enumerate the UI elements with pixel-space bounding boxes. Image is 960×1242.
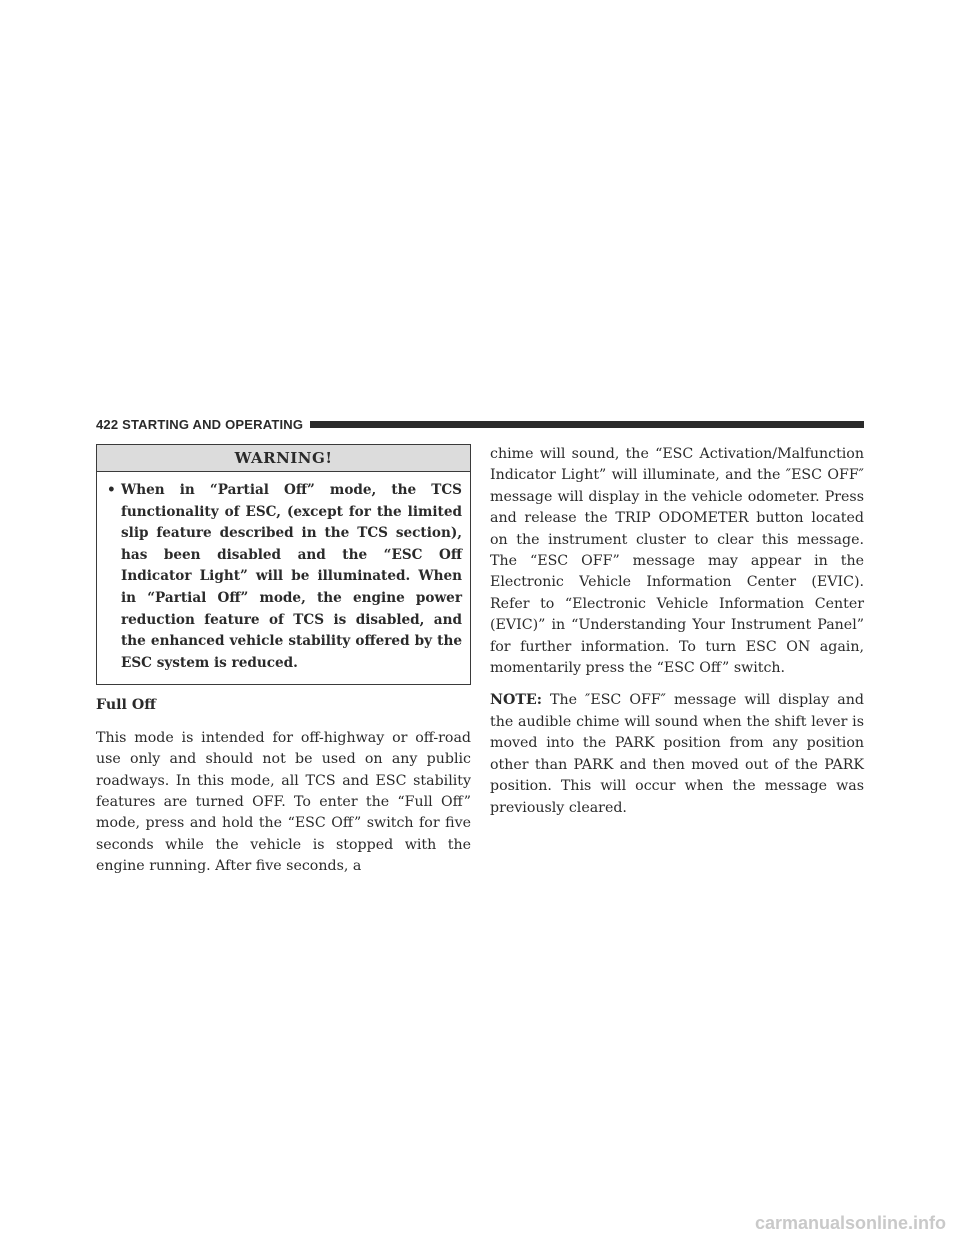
right-column <box>490 444 864 819</box>
section-title: 422 STARTING AND OPERATING <box>96 416 311 434</box>
full-off-heading: Full Off <box>96 697 156 714</box>
note-paragraph <box>490 690 864 818</box>
header-rule <box>310 421 864 428</box>
left-column <box>96 444 471 878</box>
note-label: NOTE: <box>490 692 542 709</box>
watermark: carmanualsonline.info <box>754 1213 946 1233</box>
note-text: The ″ESC OFF″ message will display and the audible chime will sound when the shift lever is moved into the PARK position from any position other than PARK and then moved out of the PARK position. This will occur when the message was previously cleared. <box>490 692 864 816</box>
full-off-paragraph: This mode is intended for off-highway or off-road use only and should not be used on any public roadways. In this mode, all TCS and ESC stability features are turned OFF. To enter the “Full Off” mode, press and hold the “ESC Off” switch for five seconds while the vehicle is stopped with the engine running. After five seconds, a <box>96 729 471 875</box>
warning-text: When in “Partial Off” mode, the TCS functionality of ESC, (except for the limited slip feature described in the TCS section), has been disabled and the “ESC Off Indicator Light” will be illuminated. When in “Partial Off” mode, the engine power reduction feature of TCS is disabled, and the enhanced vehicle stability offered by the ESC system is reduced. <box>121 482 462 671</box>
bullet-icon: • <box>107 482 116 498</box>
warning-title: WARNING! <box>97 445 470 472</box>
warning-box <box>96 444 471 685</box>
page-header <box>96 416 864 434</box>
continuation-paragraph: chime will sound, the “ESC Activation/Malfunction Indicator Light” will illuminate, and the ″ESC OFF″ message will display in the vehicle odometer. Press and release the TRIP ODOMETER button located on the instrument cluster to clear this message. The “ESC OFF” message may appear in the Electronic Vehicle Information Center (EVIC). Refer to “Electronic Vehicle Information Center (EVIC)” in “Understanding Your Instrument Panel” for further information. To turn ESC ON again, momentarily press the “ESC Off” switch. <box>490 446 864 677</box>
warning-body <box>97 472 470 684</box>
